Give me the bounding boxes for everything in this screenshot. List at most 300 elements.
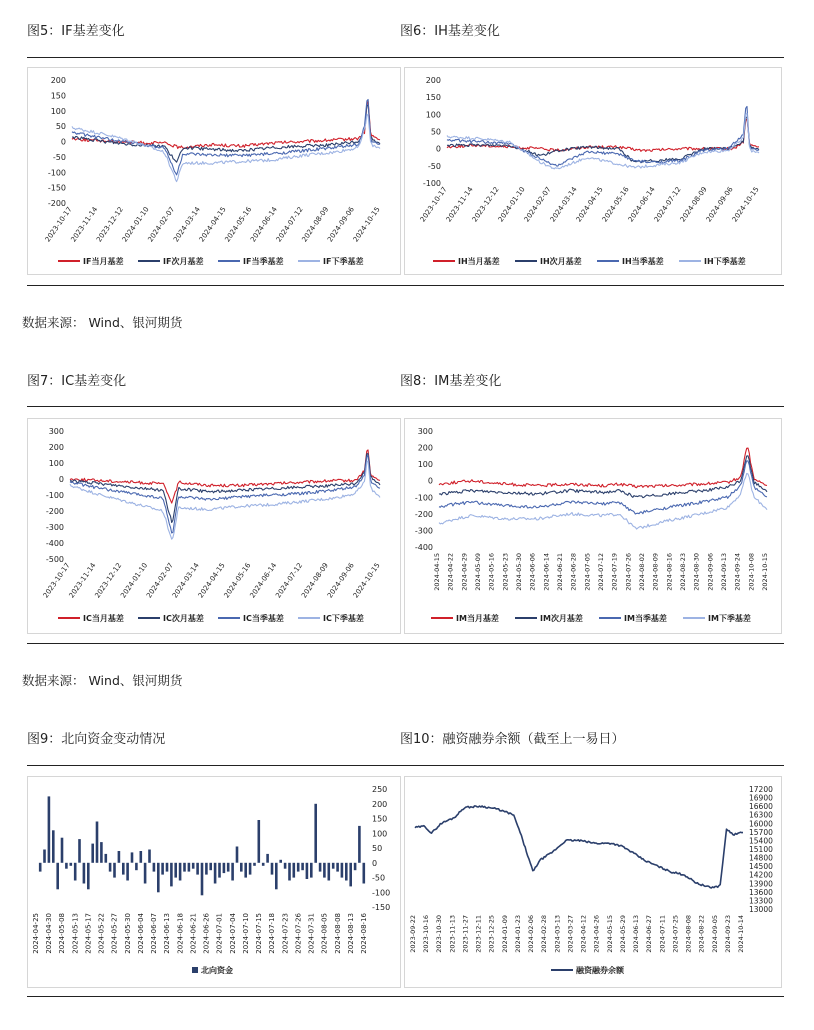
ih-series-3 (447, 113, 759, 169)
ic-ytick-4: -100 (45, 491, 64, 500)
im-series-2 (439, 461, 767, 514)
chart-ih (405, 68, 781, 274)
north-bar-52 (266, 854, 269, 863)
ic-xtick-0: 2023-10-17 (41, 561, 72, 600)
north-xtick-12: 2024-06-21 (189, 913, 198, 954)
north-xtick-9: 2024-06-07 (150, 913, 159, 954)
top-rule-2 (27, 406, 784, 407)
north-bar-55 (279, 860, 282, 863)
north-bar-54 (275, 863, 278, 890)
if-xtick-8: 2024-06-14 (249, 205, 279, 244)
if-xtick-7: 2024-05-16 (223, 205, 254, 244)
north-bar-7 (70, 863, 73, 866)
north-ytick-8: -150 (372, 903, 391, 912)
im-legend-label-1: IM次月基差 (540, 614, 583, 623)
ic-xtick-6: 2024-04-15 (196, 561, 227, 600)
north-bar-14 (100, 842, 103, 863)
north-bar-45 (236, 847, 239, 863)
north-bar-17 (113, 863, 116, 878)
ih-ytick-3: 50 (430, 127, 441, 137)
north-bar-40 (214, 863, 217, 884)
north-xtick-19: 2024-07-23 (281, 913, 290, 954)
ic-legend-label-2: IC当季基差 (243, 614, 284, 623)
ih-ytick-2: 100 (425, 110, 441, 120)
north-bar-53 (271, 863, 274, 875)
margin-ytick-9: 14500 (749, 862, 773, 872)
im-xtick-4: 2024-05-16 (487, 553, 496, 591)
north-bar-62 (310, 863, 313, 878)
north-legend-label: 北向资金 (201, 966, 233, 975)
if-xtick-11: 2024-09-06 (326, 205, 356, 244)
ic-xtick-5: 2024-03-14 (170, 561, 201, 600)
chart-if (28, 68, 400, 274)
fig7-title: 图7：IC基差变化 (27, 374, 127, 389)
north-bar-10 (83, 863, 86, 884)
ih-xtick-12: 2024-10-15 (730, 185, 761, 224)
north-bar-70 (345, 863, 348, 881)
margin-xtick-17: 2024-06-13 (632, 915, 641, 953)
im-ytick-1: 200 (417, 443, 433, 453)
im-xtick-10: 2024-06-28 (569, 553, 578, 591)
north-bar-35 (192, 863, 195, 869)
north-bar-39 (209, 863, 212, 870)
north-xtick-25: 2024-08-16 (360, 913, 368, 954)
ic-series-0 (70, 450, 380, 503)
north-bar-37 (201, 863, 204, 896)
north-xtick-10: 2024-06-13 (163, 913, 172, 954)
ic-xtick-9: 2024-07-12 (274, 561, 305, 600)
margin-xtick-24: 2024-09-23 (723, 915, 732, 953)
if-xtick-0: 2023-10-17 (43, 205, 74, 244)
im-xtick-18: 2024-08-23 (679, 553, 687, 591)
fig5-title: 图5：IF基差变化 (27, 24, 125, 39)
im-xtick-22: 2024-09-24 (733, 553, 742, 591)
if-legend-label-1: IF次月基差 (163, 257, 204, 266)
margin-xtick-2: 2023-10-30 (435, 915, 444, 953)
margin-ytick-2: 16600 (749, 802, 773, 812)
margin-xtick-25: 2024-10-14 (737, 915, 745, 953)
im-xtick-23: 2024-10-08 (747, 553, 756, 591)
margin-ytick-7: 15100 (749, 845, 773, 854)
im-xtick-8: 2024-06-14 (542, 553, 551, 591)
north-xtick-3: 2024-05-13 (71, 913, 80, 954)
ih-xtick-9: 2024-07-12 (652, 185, 683, 224)
north-bar-13 (96, 822, 99, 863)
fig9-title: 图9：北向资金变动情况 (27, 732, 166, 747)
im-ytick-2: 100 (417, 460, 433, 470)
margin-xtick-15: 2024-05-15 (605, 915, 614, 953)
top-rule-3 (27, 765, 784, 766)
if-xtick-10: 2024-08-09 (300, 205, 331, 244)
north-bar-60 (301, 863, 304, 870)
chart-margin-panel (404, 776, 782, 988)
ic-ytick-6: -300 (45, 523, 64, 532)
north-bar-74 (363, 863, 366, 884)
north-bar-56 (284, 863, 287, 869)
im-ytick-0: 300 (417, 427, 433, 436)
north-bar-9 (78, 839, 81, 863)
north-bar-43 (227, 863, 230, 872)
margin-legend-label-0: 融资融券余额 (576, 966, 624, 975)
north-bar-50 (258, 820, 261, 863)
margin-xtick-22: 2024-08-22 (697, 915, 706, 953)
if-ytick-7: -150 (47, 183, 66, 193)
margin-xtick-11: 2024-03-13 (553, 915, 562, 953)
north-bar-49 (253, 863, 256, 866)
north-bar-46 (240, 863, 243, 872)
north-bar-27 (157, 863, 160, 893)
margin-ytick-11: 13900 (749, 879, 773, 889)
ih-xtick-2: 2023-12-12 (470, 185, 501, 224)
chart-ih-panel (404, 67, 782, 275)
margin-xtick-0: 2023-09-22 (409, 915, 417, 953)
if-xtick-4: 2024-02-07 (146, 205, 177, 244)
if-ytick-8: -200 (47, 199, 66, 208)
if-xtick-6: 2024-04-15 (197, 205, 228, 244)
north-ytick-7: -100 (372, 888, 391, 898)
margin-xtick-8: 2024-01-23 (513, 915, 522, 953)
im-legend-label-2: IM当季基差 (624, 614, 667, 623)
ic-xtick-3: 2024-01-10 (119, 561, 150, 600)
ic-ytick-8: -500 (45, 555, 64, 564)
north-xtick-18: 2024-07-18 (268, 913, 277, 954)
if-ytick-2: 100 (50, 106, 66, 116)
north-ytick-4: 50 (372, 844, 383, 853)
chart-if-panel (27, 67, 401, 275)
north-xtick-4: 2024-05-17 (84, 913, 93, 954)
margin-xtick-6: 2023-12-25 (487, 915, 496, 953)
margin-xtick-21: 2024-08-08 (684, 915, 693, 953)
north-bar-23 (140, 851, 143, 863)
if-ytick-5: -50 (52, 152, 66, 162)
north-bar-59 (297, 863, 300, 872)
chart-margin (405, 777, 781, 987)
north-bar-57 (288, 863, 291, 881)
north-bar-1 (43, 850, 46, 863)
ih-ytick-1: 150 (425, 93, 441, 103)
ic-ytick-2: 100 (48, 459, 64, 468)
chart-im (405, 419, 781, 633)
im-ytick-4: -100 (414, 493, 433, 503)
ih-legend-label-0: IH当月基差 (458, 257, 500, 266)
margin-ytick-14: 13000 (749, 905, 773, 914)
if-series-0 (72, 101, 380, 148)
ih-xtick-0: 2023-10-17 (418, 185, 449, 224)
north-xtick-0: 2024-04-25 (32, 913, 40, 954)
if-series-1 (72, 105, 380, 162)
north-bar-47 (244, 863, 247, 878)
north-bar-21 (131, 852, 134, 862)
north-bar-51 (262, 863, 265, 866)
im-xtick-2: 2024-04-29 (460, 553, 469, 591)
north-bar-33 (183, 863, 186, 872)
ic-xtick-10: 2024-08-09 (300, 561, 330, 600)
im-xtick-1: 2024-04-22 (446, 553, 455, 591)
ih-xtick-3: 2024-01-10 (496, 185, 527, 224)
ih-series-2 (447, 106, 759, 166)
margin-xtick-23: 2024-09-05 (710, 915, 719, 953)
north-bar-72 (354, 863, 357, 870)
north-bar-48 (249, 863, 252, 875)
im-xtick-21: 2024-09-13 (720, 553, 728, 591)
if-legend-label-2: IF当季基差 (243, 257, 284, 266)
if-xtick-3: 2024-01-10 (120, 205, 151, 244)
north-xtick-20: 2024-07-26 (294, 913, 303, 954)
im-series-0 (439, 448, 767, 488)
north-xtick-13: 2024-06-26 (202, 913, 211, 954)
im-series-1 (439, 456, 767, 498)
margin-xtick-13: 2024-04-12 (579, 915, 588, 953)
margin-xtick-14: 2024-04-26 (592, 915, 601, 953)
ih-xtick-7: 2024-05-16 (600, 185, 631, 224)
north-bar-24 (144, 863, 147, 884)
ic-ytick-1: 200 (48, 443, 64, 452)
im-xtick-11: 2024-07-05 (583, 553, 592, 591)
north-bar-5 (61, 838, 64, 863)
margin-xtick-16: 2024-05-29 (618, 915, 627, 953)
ic-legend-label-0: IC当月基差 (83, 614, 124, 623)
north-xtick-15: 2024-07-04 (228, 913, 237, 954)
source-note-1: 数据来源： Wind、银河期货 (22, 315, 183, 330)
margin-ytick-4: 16000 (749, 819, 773, 829)
im-xtick-16: 2024-08-09 (651, 553, 660, 591)
north-bar-31 (174, 863, 177, 878)
im-xtick-13: 2024-07-19 (610, 553, 619, 591)
north-bar-61 (306, 863, 309, 879)
im-ytick-3: 0 (427, 476, 433, 486)
fig6-title: 图6：IH基差变化 (400, 24, 500, 39)
ih-legend-label-1: IH次月基差 (540, 257, 582, 266)
north-bar-8 (74, 863, 77, 881)
chart-ic (28, 419, 400, 633)
margin-xtick-3: 2023-11-13 (448, 915, 457, 953)
chart-north (28, 777, 400, 987)
north-bar-2 (48, 796, 51, 862)
north-bar-34 (188, 863, 191, 872)
ic-xtick-4: 2024-02-07 (145, 561, 175, 600)
chart-ic-panel (27, 418, 401, 634)
ih-ytick-6: -100 (422, 179, 441, 188)
if-ytick-3: 50 (55, 122, 66, 132)
north-bar-28 (161, 863, 164, 875)
ic-legend-label-3: IC下季基差 (323, 614, 364, 623)
north-bar-64 (319, 863, 322, 872)
im-xtick-0: 2024-04-15 (433, 553, 441, 591)
margin-ytick-8: 14800 (749, 853, 773, 863)
north-bar-20 (126, 863, 129, 881)
ih-xtick-11: 2024-09-06 (704, 185, 735, 224)
ih-ytick-5: -50 (427, 161, 441, 171)
ic-xtick-11: 2024-09-06 (325, 561, 356, 600)
im-xtick-5: 2024-05-23 (501, 553, 510, 591)
margin-ytick-6: 15400 (749, 836, 773, 846)
north-bar-6 (65, 863, 68, 869)
north-ytick-0: 250 (372, 785, 388, 794)
north-bar-38 (205, 863, 208, 875)
north-bar-22 (135, 863, 138, 870)
north-bar-11 (87, 863, 90, 890)
im-legend-label-0: IM当月基差 (456, 614, 499, 623)
margin-xtick-19: 2024-07-11 (658, 915, 667, 953)
north-bar-25 (148, 850, 151, 863)
im-xtick-9: 2024-06-21 (556, 553, 564, 591)
fig10-title: 图10：融资融券余额（截至上一易日） (400, 732, 625, 747)
im-xtick-6: 2024-05-30 (515, 553, 523, 591)
ih-xtick-1: 2023-11-14 (444, 185, 475, 224)
bottom-rule-3 (27, 996, 784, 997)
im-xtick-7: 2024-06-06 (528, 553, 537, 591)
ih-legend-label-2: IH当季基差 (622, 257, 664, 266)
north-xtick-8: 2024-06-04 (136, 913, 145, 954)
ih-xtick-8: 2024-06-14 (626, 185, 657, 224)
north-xtick-6: 2024-05-27 (110, 913, 119, 954)
north-ytick-1: 200 (372, 799, 388, 809)
im-xtick-19: 2024-08-30 (692, 553, 701, 591)
ic-xtick-12: 2024-10-15 (351, 561, 382, 600)
ih-ytick-0: 200 (425, 76, 441, 85)
margin-xtick-20: 2024-07-25 (671, 915, 680, 953)
bottom-rule-2 (27, 643, 784, 644)
margin-xtick-1: 2023-10-16 (422, 915, 431, 953)
north-bar-44 (231, 863, 234, 881)
top-rule-1 (27, 57, 784, 58)
ih-legend-label-3: IH下季基差 (704, 257, 746, 266)
if-legend-label-0: IF当月基差 (83, 257, 124, 266)
north-bar-68 (336, 863, 339, 872)
if-ytick-0: 200 (50, 76, 66, 85)
ic-xtick-1: 2023-11-14 (67, 561, 98, 600)
ic-series-3 (70, 461, 380, 539)
margin-xtick-9: 2024-02-06 (527, 915, 536, 953)
north-bar-18 (118, 851, 121, 863)
margin-xtick-5: 2023-12-11 (474, 915, 483, 953)
im-xtick-15: 2024-08-02 (638, 553, 646, 591)
if-legend-label-3: IF下季基差 (323, 257, 364, 266)
north-bar-67 (332, 863, 335, 869)
north-xtick-17: 2024-07-15 (255, 913, 264, 954)
margin-xtick-4: 2023-11-27 (461, 915, 470, 953)
ih-xtick-6: 2024-04-15 (574, 185, 605, 224)
north-bar-16 (109, 863, 112, 872)
im-xtick-24: 2024-10-15 (761, 553, 769, 591)
north-xtick-7: 2024-05-30 (123, 913, 132, 954)
im-xtick-20: 2024-09-06 (706, 553, 715, 591)
margin-xtick-18: 2024-06-27 (645, 915, 654, 953)
if-xtick-2: 2023-12-12 (95, 205, 125, 244)
im-ytick-5: -200 (414, 509, 433, 519)
north-xtick-1: 2024-04-30 (45, 913, 54, 954)
north-xtick-23: 2024-08-08 (333, 913, 342, 954)
ic-xtick-8: 2024-06-14 (248, 561, 279, 600)
if-xtick-5: 2024-03-14 (172, 205, 202, 244)
north-bar-65 (323, 863, 326, 878)
im-xtick-14: 2024-07-26 (624, 553, 633, 591)
north-ytick-2: 150 (372, 814, 388, 824)
north-bar-66 (328, 863, 331, 881)
margin-ytick-5: 15700 (749, 827, 773, 837)
if-xtick-12: 2024-10-15 (351, 205, 382, 244)
margin-ytick-0: 17200 (749, 785, 773, 794)
ic-legend-label-1: IC次月基差 (163, 614, 204, 623)
im-legend-label-3: IM下季基差 (708, 614, 751, 623)
margin-series-0 (415, 806, 743, 888)
north-bar-29 (166, 863, 169, 872)
ih-ytick-4: 0 (435, 144, 441, 154)
bottom-rule-1 (27, 285, 784, 286)
north-bar-0 (39, 863, 42, 872)
chart-im-panel (404, 418, 782, 634)
north-legend-swatch (192, 967, 198, 973)
north-xtick-5: 2024-05-22 (97, 913, 106, 954)
im-xtick-3: 2024-05-09 (474, 553, 482, 591)
north-bar-12 (91, 844, 94, 863)
north-bar-30 (170, 863, 173, 887)
north-bar-15 (105, 854, 108, 863)
if-ytick-1: 150 (50, 91, 66, 101)
north-ytick-5: 0 (372, 858, 378, 868)
north-xtick-14: 2024-07-01 (215, 913, 224, 954)
north-bar-3 (52, 830, 55, 863)
north-bar-63 (314, 804, 317, 863)
ic-series-2 (70, 455, 380, 533)
ic-ytick-5: -200 (45, 507, 64, 516)
margin-xtick-7: 2024-01-09 (500, 915, 509, 953)
if-ytick-6: -100 (47, 168, 66, 178)
north-bar-26 (153, 863, 156, 872)
north-xtick-21: 2024-07-31 (307, 913, 316, 954)
if-xtick-9: 2024-07-12 (274, 205, 305, 244)
north-bar-32 (179, 863, 182, 881)
ih-xtick-4: 2024-02-07 (522, 185, 553, 224)
ic-series-1 (70, 454, 380, 523)
north-bar-58 (293, 863, 296, 878)
ih-xtick-5: 2024-03-14 (548, 185, 579, 224)
north-bar-36 (196, 863, 199, 875)
if-ytick-4: 0 (60, 137, 66, 147)
chart-north-panel (27, 776, 401, 988)
im-xtick-12: 2024-07-12 (597, 553, 605, 591)
margin-ytick-13: 13300 (749, 896, 773, 906)
ic-ytick-7: -400 (45, 539, 64, 548)
north-xtick-2: 2024-05-08 (58, 913, 67, 954)
ic-ytick-0: 300 (48, 427, 64, 436)
im-ytick-7: -400 (414, 543, 433, 552)
north-ytick-3: 100 (372, 829, 388, 839)
margin-ytick-1: 16900 (749, 793, 773, 803)
margin-xtick-12: 2024-03-27 (566, 915, 575, 953)
north-xtick-11: 2024-06-18 (176, 913, 185, 954)
north-bar-4 (56, 863, 59, 890)
margin-ytick-12: 13600 (749, 887, 773, 897)
im-ytick-6: -300 (414, 526, 433, 536)
north-ytick-6: -50 (372, 873, 386, 883)
north-bar-73 (358, 826, 361, 863)
north-bar-71 (349, 863, 352, 887)
north-xtick-24: 2024-08-13 (346, 913, 355, 954)
ic-xtick-2: 2023-12-12 (93, 561, 124, 600)
north-bar-19 (122, 863, 125, 875)
ih-xtick-10: 2024-08-09 (678, 185, 709, 224)
margin-ytick-10: 14200 (749, 870, 773, 880)
fig8-title: 图8：IM基差变化 (400, 374, 502, 389)
north-xtick-16: 2024-07-10 (241, 913, 250, 954)
source-note-2: 数据来源： Wind、银河期货 (22, 673, 183, 688)
ic-ytick-3: 0 (58, 475, 64, 484)
margin-ytick-3: 16300 (749, 810, 773, 820)
north-xtick-22: 2024-08-05 (320, 913, 329, 954)
if-xtick-1: 2023-11-14 (69, 205, 100, 244)
north-bar-41 (218, 863, 221, 878)
